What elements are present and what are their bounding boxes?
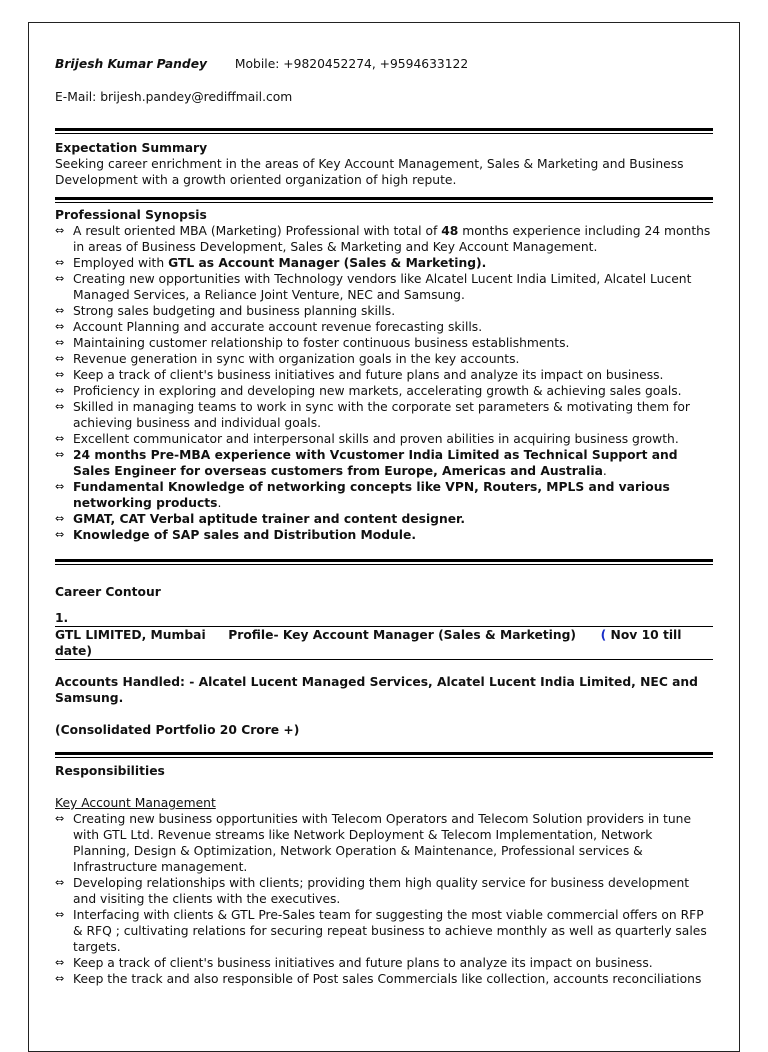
period-paren: ( bbox=[600, 628, 607, 642]
synopsis-item bbox=[55, 367, 713, 383]
bullet-arrow-icon: ⇔ bbox=[55, 812, 65, 825]
synopsis-item-bold: GMAT, CAT Verbal aptitude trainer and content designer. bbox=[73, 512, 466, 526]
synopsis-item bbox=[55, 511, 713, 527]
synopsis-item bbox=[55, 527, 713, 543]
bullet-arrow-icon: ⇔ bbox=[55, 384, 65, 397]
synopsis-item-post: months experience including 24 months in areas of Business Development, Sales & Marketing and Key Account Management. bbox=[73, 224, 711, 254]
synopsis-item-pre: Creating new opportunities with Technology vendors like Alcatel Lucent India Limited, Alcatel Lucent Managed Services, a Reliance Joint Venture, NEC and Samsung. bbox=[73, 272, 692, 302]
synopsis-item-pre: Excellent communicator and interpersonal skills and proven abilities in acquiring business growth. bbox=[73, 432, 679, 446]
synopsis-item-post: . bbox=[217, 496, 222, 510]
synopsis-item-bold: Knowledge of SAP sales and Distribution Module. bbox=[73, 528, 417, 542]
responsibility-text: Interfacing with clients & GTL Pre-Sales team for suggesting the most viable commercial offers on RFP & RFQ ; cultivating relations for securing repeat business to achieve monthly as well as quarterly sales targets. bbox=[73, 908, 707, 954]
job-profile: Profile- Key Account Manager (Sales & Marketing) bbox=[228, 628, 577, 642]
bullet-arrow-icon: ⇔ bbox=[55, 368, 65, 381]
bullet-arrow-icon: ⇔ bbox=[55, 256, 65, 269]
responsibility-text: Developing relationships with clients; providing them high quality service for business development and visiting the clients with the executives. bbox=[73, 876, 690, 906]
resume-content bbox=[55, 23, 713, 987]
synopsis-item-bold: GTL as Account Manager (Sales & Marketing). bbox=[168, 256, 487, 270]
synopsis-item bbox=[55, 223, 713, 255]
bullet-arrow-icon: ⇔ bbox=[55, 956, 65, 969]
bullet-arrow-icon: ⇔ bbox=[55, 972, 65, 985]
synopsis-item bbox=[55, 319, 713, 335]
synopsis-item-pre: Skilled in managing teams to work in sync with the corporate set parameters & motivating them for achieving business and individual goals. bbox=[73, 400, 690, 430]
responsibility-item bbox=[55, 907, 713, 955]
responsibility-text: Creating new business opportunities with Telecom Operators and Telecom Solution providers in tune with GTL Ltd. Revenue streams like Network Deployment & Telecom Implementation, Network Planning, Design & Optimization, Network Operation & Maintenance, Professional services & Infrastructure management. bbox=[73, 812, 692, 874]
synopsis-item bbox=[55, 271, 713, 303]
bullet-arrow-icon: ⇔ bbox=[55, 320, 65, 333]
synopsis-item-post: . bbox=[602, 464, 607, 478]
portfolio: (Consolidated Portfolio 20 Crore +) bbox=[55, 723, 300, 737]
bullet-arrow-icon: ⇔ bbox=[55, 400, 65, 413]
bullet-arrow-icon: ⇔ bbox=[55, 336, 65, 349]
synopsis-item-bold: 24 months Pre-MBA experience with Vcustomer India Limited as Technical Support and Sales Engineer for overseas customers from Europe, Americas and Australia bbox=[73, 448, 678, 478]
synopsis-item bbox=[55, 447, 713, 479]
bullet-arrow-icon: ⇔ bbox=[55, 480, 65, 493]
synopsis-item-pre: Revenue generation in sync with organization goals in the key accounts. bbox=[73, 352, 520, 366]
company-name: GTL LIMITED, Mumbai bbox=[55, 628, 206, 642]
candidate-name: Brijesh Kumar Pandey bbox=[55, 57, 208, 71]
synopsis-item bbox=[55, 255, 713, 271]
synopsis-item-bold: 48 bbox=[441, 224, 459, 238]
expectation-title: Expectation Summary bbox=[55, 141, 208, 155]
bullet-arrow-icon: ⇔ bbox=[55, 304, 65, 317]
synopsis-item-pre: Strong sales budgeting and business planning skills. bbox=[73, 304, 396, 318]
synopsis-item-pre: Keep a track of client's business initiatives and future plans and analyze its impact on business. bbox=[73, 368, 664, 382]
job-heading bbox=[55, 627, 713, 659]
bullet-arrow-icon: ⇔ bbox=[55, 448, 65, 461]
responsibilities-title: Responsibilities bbox=[55, 764, 165, 778]
synopsis-item bbox=[55, 431, 713, 447]
responsibility-text: Keep a track of client's business initiatives and future plans to analyze its impact on business. bbox=[73, 956, 653, 970]
responsibility-item bbox=[55, 955, 713, 971]
email-line: E-Mail: brijesh.pandey@rediffmail.com bbox=[55, 90, 293, 104]
synopsis-item-pre: Account Planning and accurate account revenue forecasting skills. bbox=[73, 320, 483, 334]
responsibilities-subtitle: Key Account Management bbox=[55, 796, 216, 810]
synopsis-item bbox=[55, 383, 713, 399]
job-period: Nov 10 till date) bbox=[55, 628, 682, 658]
bullet-arrow-icon: ⇔ bbox=[55, 224, 65, 237]
synopsis-item-pre: Maintaining customer relationship to foster continuous business establishments. bbox=[73, 336, 570, 350]
synopsis-item bbox=[55, 479, 713, 511]
bullet-arrow-icon: ⇔ bbox=[55, 352, 65, 365]
responsibility-item bbox=[55, 811, 713, 875]
accounts-handled: Accounts Handled: - Alcatel Lucent Managed Services, Alcatel Lucent India Limited, NEC and Samsung. bbox=[55, 675, 698, 705]
bullet-arrow-icon: ⇔ bbox=[55, 272, 65, 285]
synopsis-list bbox=[55, 223, 713, 543]
resume-page bbox=[28, 22, 740, 1052]
synopsis-item bbox=[55, 335, 713, 351]
bullet-arrow-icon: ⇔ bbox=[55, 528, 65, 541]
responsibility-item bbox=[55, 875, 713, 907]
bullet-arrow-icon: ⇔ bbox=[55, 432, 65, 445]
career-title: Career Contour bbox=[55, 585, 161, 599]
bullet-arrow-icon: ⇔ bbox=[55, 512, 65, 525]
bullet-arrow-icon: ⇔ bbox=[55, 876, 65, 889]
mobile-numbers: Mobile: +9820452274, +9594633122 bbox=[234, 57, 469, 71]
synopsis-item-pre: Proficiency in exploring and developing new markets, accelerating growth & achieving sales goals. bbox=[73, 384, 682, 398]
synopsis-title: Professional Synopsis bbox=[55, 208, 207, 222]
job-number: 1. bbox=[55, 611, 69, 625]
responsibility-item bbox=[55, 971, 713, 987]
synopsis-item-pre: A result oriented MBA (Marketing) Professional with total of bbox=[73, 224, 442, 238]
bullet-arrow-icon: ⇔ bbox=[55, 908, 65, 921]
synopsis-item bbox=[55, 303, 713, 319]
synopsis-item-pre: Employed with bbox=[73, 256, 169, 270]
expectation-text: Seeking career enrichment in the areas of Key Account Management, Sales & Marketing and Business Development with a growth oriented organization of high repute. bbox=[55, 157, 684, 187]
synopsis-item bbox=[55, 399, 713, 431]
synopsis-item-bold: Fundamental Knowledge of networking concepts like VPN, Routers, MPLS and various networking products bbox=[73, 480, 670, 510]
synopsis-item bbox=[55, 351, 713, 367]
contact-line bbox=[55, 56, 713, 72]
responsibility-text: Keep the track and also responsible of Post sales Commercials like collection, accounts reconciliations bbox=[73, 972, 702, 986]
responsibilities-list bbox=[55, 811, 713, 987]
